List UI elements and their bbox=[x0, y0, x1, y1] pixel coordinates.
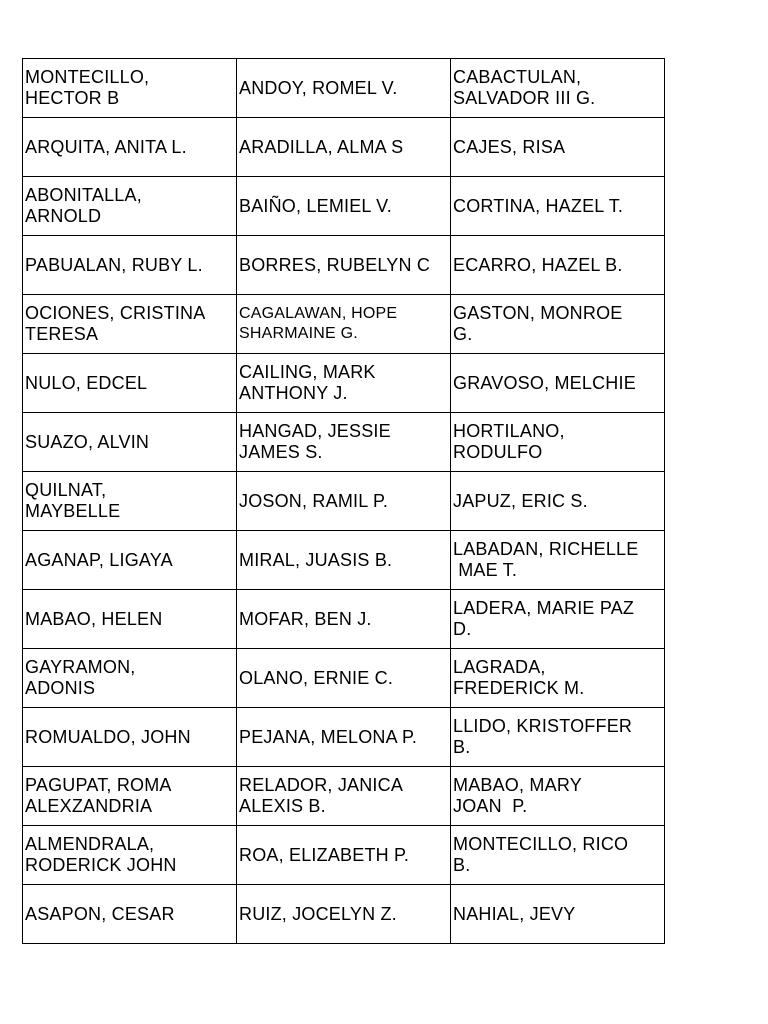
table-row bbox=[23, 295, 665, 354]
name-cell: QUILNAT, MAYBELLE bbox=[23, 472, 237, 531]
name-cell: RUIZ, JOCELYN Z. bbox=[237, 885, 451, 944]
name-cell: MABAO, MARY JOAN P. bbox=[451, 767, 665, 826]
table-row bbox=[23, 531, 665, 590]
name-cell: MABAO, HELEN bbox=[23, 590, 237, 649]
table-row bbox=[23, 236, 665, 295]
name-cell: LLIDO, KRISTOFFER B. bbox=[451, 708, 665, 767]
name-cell: LABADAN, RICHELLE MAE T. bbox=[451, 531, 665, 590]
name-cell: GRAVOSO, MELCHIE bbox=[451, 354, 665, 413]
table-row bbox=[23, 472, 665, 531]
table-row bbox=[23, 590, 665, 649]
name-cell: ROA, ELIZABETH P. bbox=[237, 826, 451, 885]
table-row bbox=[23, 354, 665, 413]
name-cell: CORTINA, HAZEL T. bbox=[451, 177, 665, 236]
name-cell: GAYRAMON, ADONIS bbox=[23, 649, 237, 708]
table-row bbox=[23, 708, 665, 767]
name-cell: CAILING, MARK ANTHONY J. bbox=[237, 354, 451, 413]
name-cell: NULO, EDCEL bbox=[23, 354, 237, 413]
table-row bbox=[23, 885, 665, 944]
name-cell: HORTILANO, RODULFO bbox=[451, 413, 665, 472]
name-cell: ECARRO, HAZEL B. bbox=[451, 236, 665, 295]
name-cell: BORRES, RUBELYN C bbox=[237, 236, 451, 295]
name-cell: HANGAD, JESSIE JAMES S. bbox=[237, 413, 451, 472]
name-cell: ABONITALLA, ARNOLD bbox=[23, 177, 237, 236]
table-row bbox=[23, 59, 665, 118]
table-row bbox=[23, 649, 665, 708]
name-cell: CABACTULAN, SALVADOR III G. bbox=[451, 59, 665, 118]
name-cell: BAIÑO, LEMIEL V. bbox=[237, 177, 451, 236]
name-cell: ROMUALDO, JOHN bbox=[23, 708, 237, 767]
names-table-body bbox=[23, 59, 665, 944]
table-row bbox=[23, 413, 665, 472]
name-cell: ARQUITA, ANITA L. bbox=[23, 118, 237, 177]
name-cell: RELADOR, JANICA ALEXIS B. bbox=[237, 767, 451, 826]
name-cell: LADERA, MARIE PAZ D. bbox=[451, 590, 665, 649]
name-cell: CAGALAWAN, HOPE SHARMAINE G. bbox=[237, 295, 451, 354]
name-cell: NAHIAL, JEVY bbox=[451, 885, 665, 944]
name-cell: JOSON, RAMIL P. bbox=[237, 472, 451, 531]
name-cell: ARADILLA, ALMA S bbox=[237, 118, 451, 177]
name-cell: MOFAR, BEN J. bbox=[237, 590, 451, 649]
name-cell: MONTECILLO, HECTOR B bbox=[23, 59, 237, 118]
name-cell: PEJANA, MELONA P. bbox=[237, 708, 451, 767]
name-cell: GASTON, MONROE G. bbox=[451, 295, 665, 354]
name-cell: OLANO, ERNIE C. bbox=[237, 649, 451, 708]
name-cell: MONTECILLO, RICO B. bbox=[451, 826, 665, 885]
name-cell: SUAZO, ALVIN bbox=[23, 413, 237, 472]
names-table bbox=[22, 58, 665, 944]
table-row bbox=[23, 118, 665, 177]
name-cell: LAGRADA, FREDERICK M. bbox=[451, 649, 665, 708]
name-cell: ASAPON, CESAR bbox=[23, 885, 237, 944]
name-cell: PAGUPAT, ROMA ALEXZANDRIA bbox=[23, 767, 237, 826]
name-cell: CAJES, RISA bbox=[451, 118, 665, 177]
name-cell: MIRAL, JUASIS B. bbox=[237, 531, 451, 590]
name-cell: ANDOY, ROMEL V. bbox=[237, 59, 451, 118]
name-cell: PABUALAN, RUBY L. bbox=[23, 236, 237, 295]
table-row bbox=[23, 767, 665, 826]
name-cell: ALMENDRALA, RODERICK JOHN bbox=[23, 826, 237, 885]
table-row bbox=[23, 177, 665, 236]
name-cell: AGANAP, LIGAYA bbox=[23, 531, 237, 590]
name-cell: OCIONES, CRISTINA TERESA bbox=[23, 295, 237, 354]
table-row bbox=[23, 826, 665, 885]
name-cell: JAPUZ, ERIC S. bbox=[451, 472, 665, 531]
